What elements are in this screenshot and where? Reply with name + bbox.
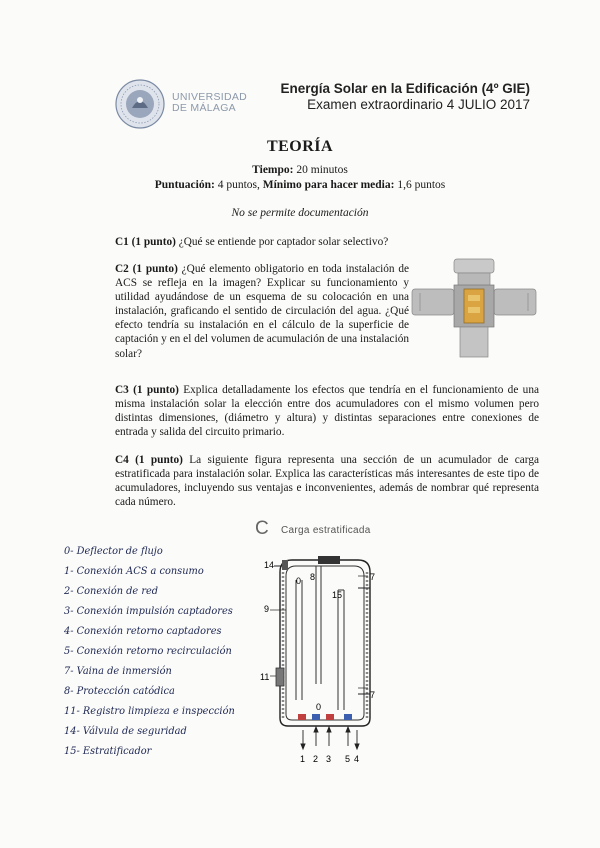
- legend-item: 2- Conexión de red: [64, 586, 159, 597]
- legend-item: 15- Estratificador: [64, 746, 152, 757]
- time-line: [0, 164, 600, 176]
- question-c4: [115, 453, 539, 509]
- tank-label-15: 15: [332, 590, 343, 600]
- question-label: C4 (1 punto): [115, 454, 183, 466]
- tank-label-0-top: 0: [296, 576, 302, 586]
- question-text: ¿Qué elemento obligatorio en toda instalación de ACS se refleja en la imagen? Explicar su funcionamiento y utilidad ayudándose de un esquema de su colocación en una instalación, graficando el sentido de circulación del agua. ¿Qué efecto tendría su instalación en el cálculo de la superficie de captación y en el del volumen de acumulación de una instalación solar?: [115, 263, 410, 360]
- legend-item: 7- Vaina de inmersión: [64, 666, 172, 677]
- legend-item: 4- Conexión retorno captadores: [64, 626, 222, 637]
- diagram-letter: C: [255, 518, 269, 539]
- question-label: C1 (1 punto): [115, 236, 176, 248]
- university-line2: DE MÁLAGA: [172, 102, 236, 114]
- tank-connection-4: 4: [354, 754, 360, 764]
- question-c2: [115, 262, 409, 361]
- minimum-value: 1,6 puntos: [397, 179, 446, 191]
- question-text: La siguiente figura representa una sección de un acumulador de carga estratificada para instalación solar. Explica las características más interesantes de este tipo de acumuladores, incluyendo sus ventajas e inconvenientes, además de nombrar qué representa cada número.: [115, 454, 539, 509]
- course-title: Energía Solar en la Edificación (4º GIE): [280, 81, 530, 96]
- score-value: 4 puntos,: [217, 179, 260, 191]
- stratified-tank-diagram: [258, 550, 382, 766]
- tank-connection-3: 3: [326, 754, 332, 764]
- mixing-valve-image: [410, 255, 538, 363]
- legend-item: 1- Conexión ACS a consumo: [64, 566, 204, 577]
- time-label: Tiempo:: [252, 164, 294, 176]
- university-line1: UNIVERSIDAD: [172, 91, 248, 103]
- legend-item: 5- Conexión retorno recirculación: [64, 646, 232, 657]
- tank-label-8: 8: [310, 572, 316, 582]
- exam-date-line: Examen extraordinario 4 JULIO 2017: [307, 97, 530, 112]
- question-c1: [115, 235, 539, 249]
- legend-item: 3- Conexión impulsión captadores: [64, 606, 233, 617]
- tank-connection-5: 5: [345, 754, 351, 764]
- tank-label-7-bottom: 7: [370, 690, 376, 700]
- question-label: C3 (1 punto): [115, 384, 179, 396]
- tank-connection-2: 2: [313, 754, 319, 764]
- university-name: [172, 92, 247, 114]
- legend-item: 11- Registro limpieza e inspección: [64, 706, 235, 717]
- score-label: Puntuación:: [154, 179, 215, 191]
- tank-label-7-top: 7: [370, 572, 376, 582]
- section-title: TEORÍA: [266, 138, 334, 155]
- diagram-caption: Carga estratificada: [281, 525, 371, 536]
- university-seal-logo: [114, 78, 166, 130]
- legend-item: 0- Deflector de flujo: [64, 546, 163, 557]
- tank-label-14: 14: [264, 560, 275, 570]
- question-label: C2 (1 punto): [115, 263, 178, 275]
- tank-label-0-bottom: 0: [316, 702, 322, 712]
- time-value: 20 minutos: [296, 164, 348, 176]
- documentation-notice: No se permite documentación: [231, 207, 369, 219]
- tank-label-11: 11: [260, 672, 270, 682]
- tank-label-9: 9: [264, 604, 270, 614]
- score-line: [0, 179, 600, 191]
- question-text: ¿Qué se entiende por captador solar selectivo?: [175, 236, 389, 248]
- question-c3: [115, 383, 539, 439]
- tank-connection-1: 1: [300, 754, 306, 764]
- minimum-label: Mínimo para hacer media:: [262, 179, 395, 191]
- question-text: Explica detalladamente los efectos que tendría en el funcionamiento de una misma instalación solar la elección entre dos acumuladores con el mismo volumen pero distintas dimensiones, (diámetro y altura) y distintas separaciones entre conexiones de entrada y salida del circuito primario.: [115, 384, 539, 439]
- legend-item: 14- Válvula de seguridad: [64, 726, 187, 737]
- course-header: [281, 81, 531, 112]
- legend-item: 8- Protección catódica: [64, 686, 175, 697]
